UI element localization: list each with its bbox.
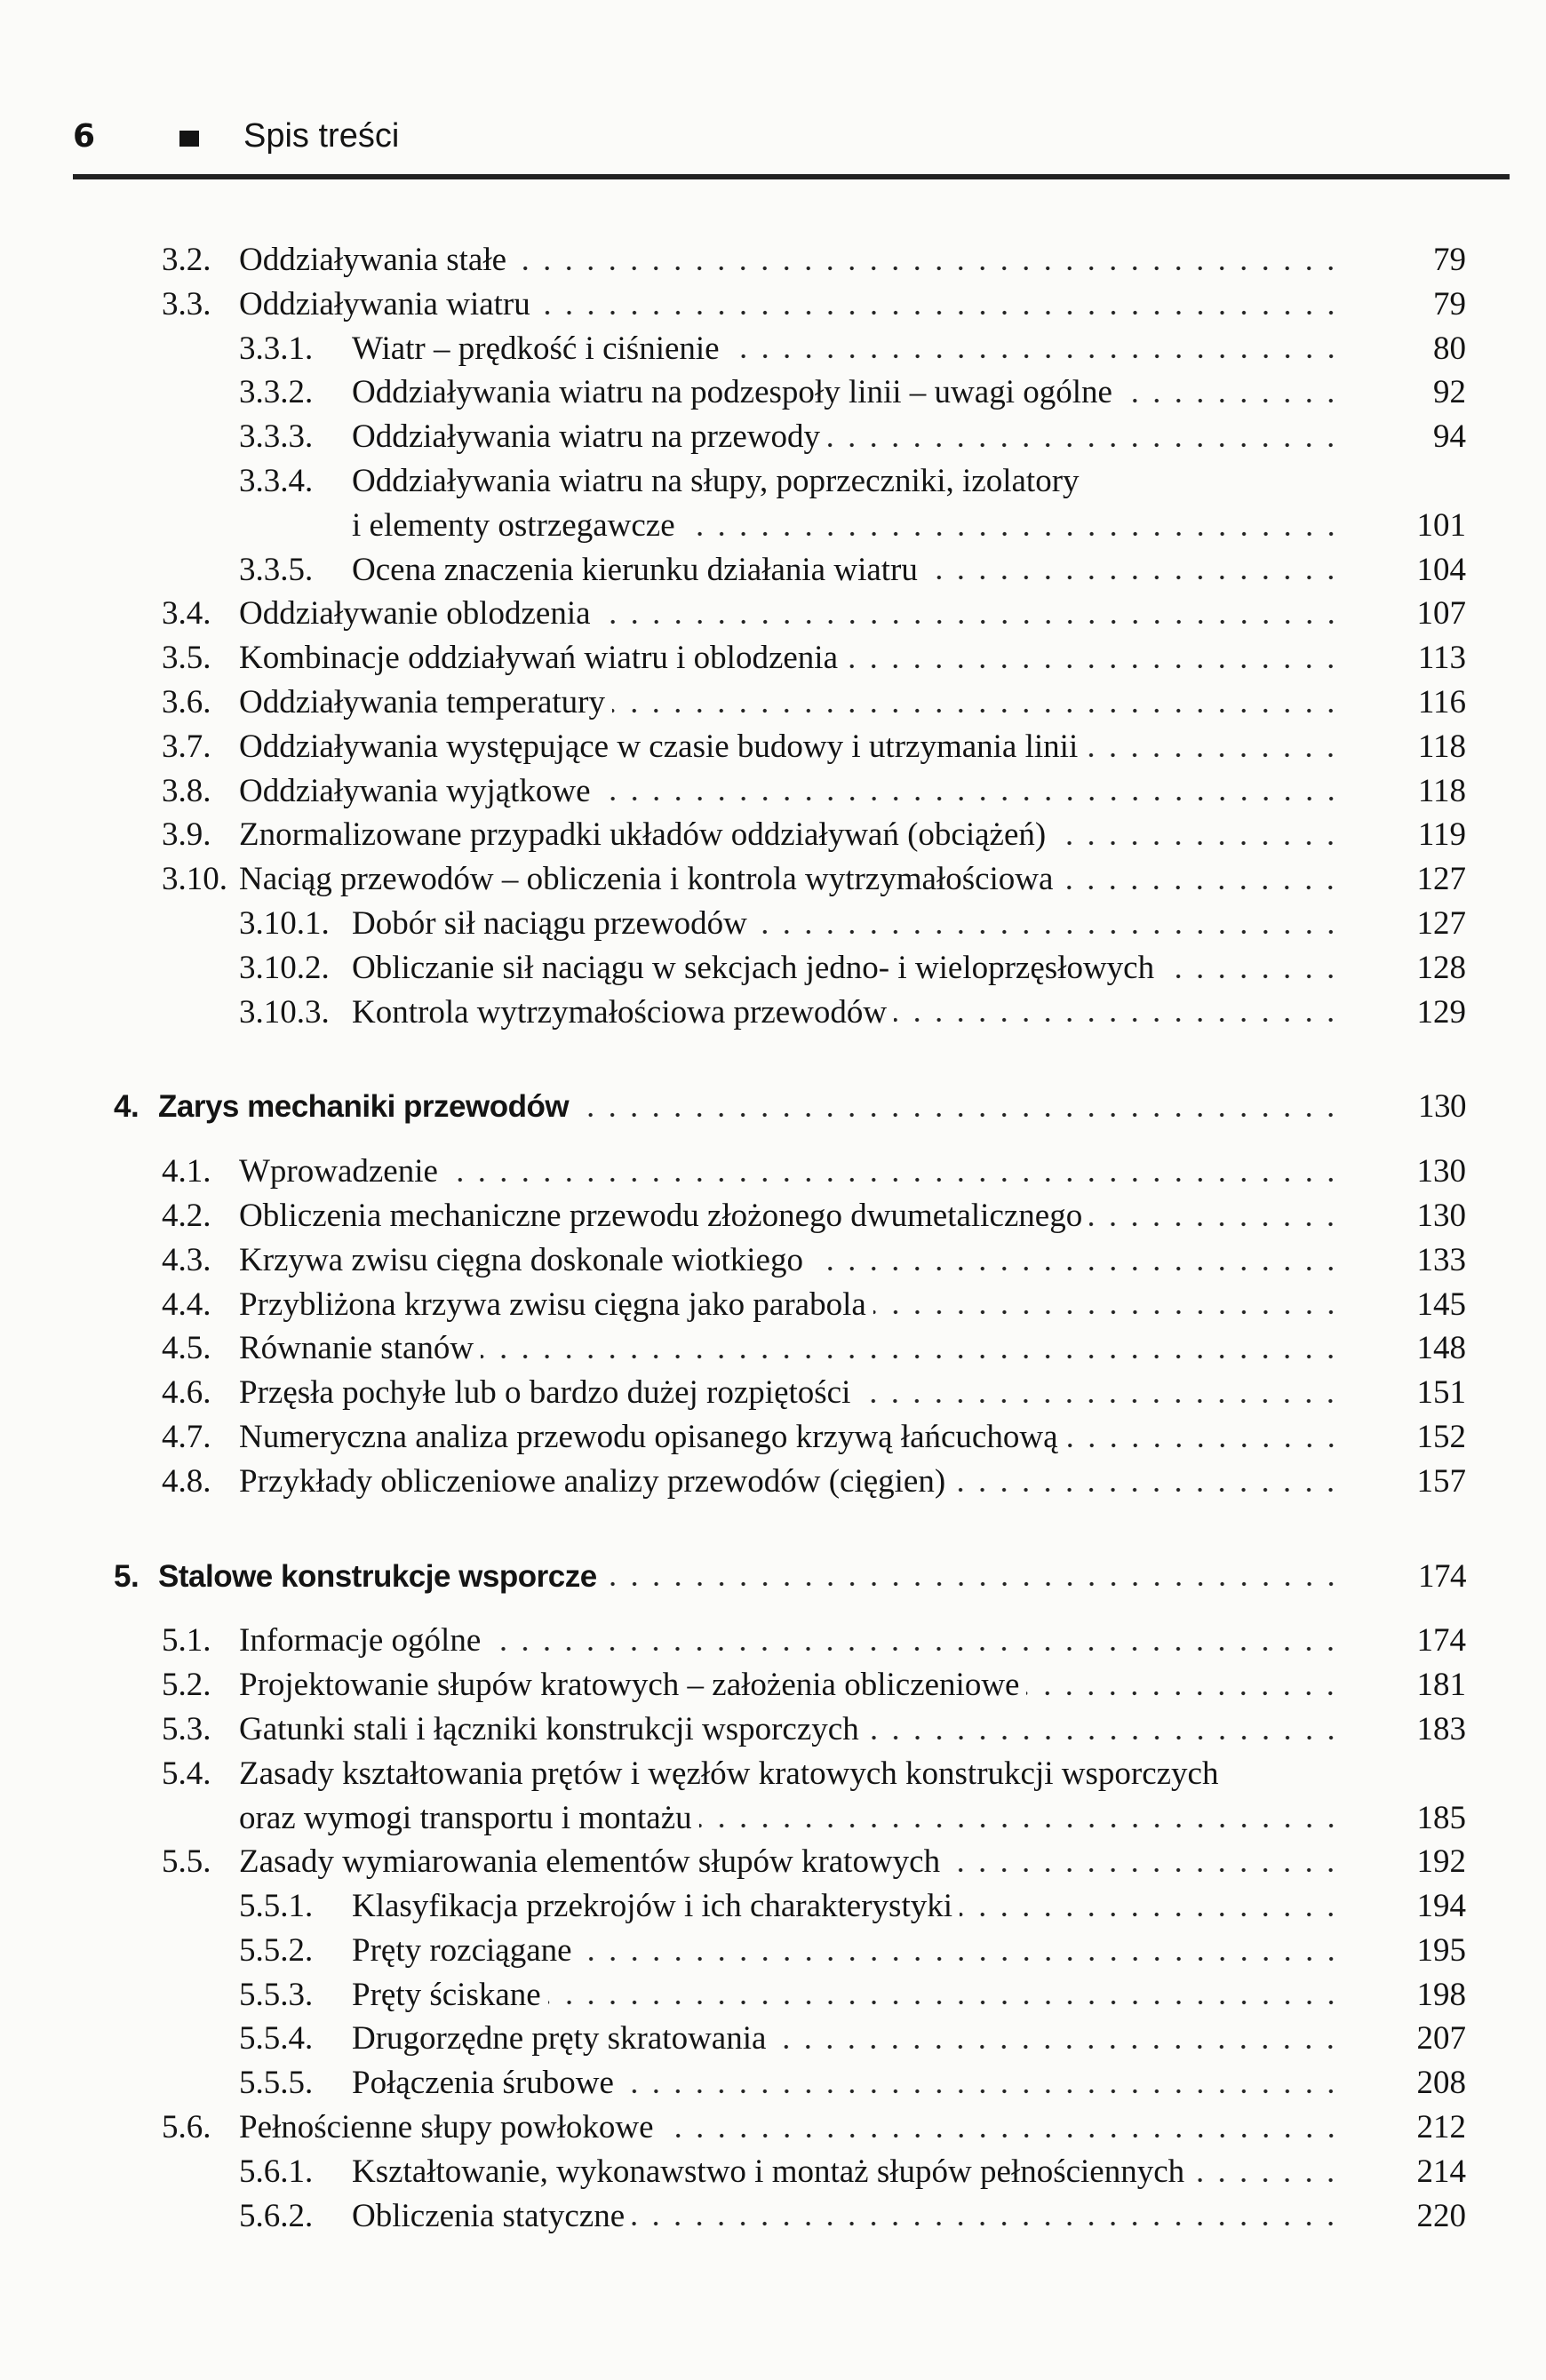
entry-number: 5.6. <box>162 2109 211 2146</box>
entry-title-wrap <box>352 415 1342 459</box>
entry-title: Dobór sił naciągu przewodów <box>352 904 747 942</box>
dot-leader <box>538 283 1342 327</box>
entry-title-wrap <box>239 1194 1342 1238</box>
dot-leader <box>1065 1415 1343 1460</box>
page-title: Spis treści <box>243 116 400 155</box>
toc-entry <box>0 946 1546 991</box>
toc-entry <box>0 1973 1546 2018</box>
toc-entry <box>0 681 1546 725</box>
dot-leader <box>1191 2150 1342 2194</box>
entry-title-wrap <box>239 1840 1342 1884</box>
dot-leader <box>598 769 1342 814</box>
entry-title: Oddziaływania temperatury <box>239 683 605 720</box>
entry-title-continuation: oraz wymogi transportu i montażu <box>239 1799 692 1836</box>
entry-title-wrap <box>352 1973 1342 2018</box>
chapter-title-wrap <box>158 1555 1342 1599</box>
dot-leader <box>598 592 1342 636</box>
dot-leader <box>873 1283 1342 1327</box>
page-ref: 148 <box>1416 1330 1466 1367</box>
toc-entry <box>0 592 1546 636</box>
entry-title: Przęsła pochyłe lub o bardzo dużej rozpiętości <box>239 1374 851 1412</box>
toc-chapter-heading <box>0 1555 1546 1599</box>
toc-entry <box>0 2061 1546 2105</box>
toc-entry <box>0 1663 1546 1707</box>
entry-number: 5.1. <box>162 1622 211 1660</box>
dot-leader <box>1120 370 1342 415</box>
toc-entry <box>0 991 1546 1035</box>
entry-title-wrap <box>239 1371 1342 1415</box>
toc-entry <box>0 1707 1546 1752</box>
entry-number: 3.5. <box>162 640 211 677</box>
page-ref: 157 <box>1416 1462 1466 1500</box>
entry-title-wrap <box>239 681 1342 725</box>
entry-title-wrap <box>352 1929 1342 1973</box>
entry-title: Projektowanie słupów kratowych – założenia obliczeniowe <box>239 1667 1020 1704</box>
chapter-title-wrap <box>158 1085 1342 1129</box>
dot-leader <box>894 991 1342 1035</box>
entry-number: 5.3. <box>162 1710 211 1747</box>
page-ref: 183 <box>1416 1710 1466 1747</box>
page-ref: 192 <box>1416 1843 1466 1881</box>
dot-leader <box>857 1371 1342 1415</box>
entry-title: Przybliżona krzywa zwisu cięgna jako parabola <box>239 1286 866 1323</box>
page-ref: 208 <box>1416 2065 1466 2102</box>
entry-title-wrap <box>239 1326 1342 1371</box>
entry-title: Wiatr – prędkość i ciśnienie <box>352 330 720 367</box>
entry-title: Gatunki stali i łączniki konstrukcji wsporczych <box>239 1710 859 1747</box>
entry-title-wrap <box>239 1150 1342 1194</box>
entry-title: Oddziaływania występujące w czasie budowy i utrzymania linii <box>239 728 1079 765</box>
entry-title-wrap <box>352 327 1342 371</box>
toc-entry <box>0 636 1546 681</box>
entry-title: Krzywa zwisu cięgna doskonale wiotkiego <box>239 1241 803 1278</box>
entry-title-wrap <box>352 2194 1342 2239</box>
toc-entry <box>0 1460 1546 1504</box>
entry-title-wrap <box>239 1707 1342 1752</box>
entry-title-wrap <box>239 636 1342 681</box>
entry-number: 5.5. <box>162 1843 211 1881</box>
header-rule <box>73 174 1510 179</box>
dot-leader <box>952 1460 1342 1504</box>
dot-leader <box>514 238 1342 283</box>
page-ref: 113 <box>1417 640 1466 677</box>
dot-leader <box>754 902 1342 946</box>
entry-number: 5.5.5. <box>239 2065 314 2102</box>
toc-entry-continuation <box>0 1796 1546 1841</box>
entry-number: 3.8. <box>162 772 211 809</box>
toc-entry <box>0 1238 1546 1283</box>
page-ref: 118 <box>1417 728 1466 765</box>
dot-leader <box>632 2194 1342 2239</box>
dot-leader <box>1089 1194 1342 1238</box>
page-ref: 116 <box>1417 683 1466 720</box>
toc-chapter-heading <box>0 1085 1546 1129</box>
dot-leader <box>827 415 1342 459</box>
page-ref: 127 <box>1416 861 1466 898</box>
entry-title: Informacje ogólne <box>239 1622 482 1660</box>
entry-title-wrap <box>239 1238 1342 1283</box>
toc-entry <box>0 2194 1546 2239</box>
page-ref: 80 <box>1433 330 1466 367</box>
toc-entry <box>0 2017 1546 2061</box>
entry-title-wrap <box>239 238 1342 283</box>
page-ref: 152 <box>1416 1418 1466 1455</box>
page-ref: 92 <box>1433 374 1466 411</box>
page-ref: 174 <box>1416 1622 1466 1660</box>
entry-title-wrap <box>239 1415 1342 1460</box>
entry-title: Drugorzędne pręty skratowania <box>352 2020 767 2058</box>
entry-number: 5.5.1. <box>239 1888 314 1925</box>
entry-title-wrap <box>239 1663 1342 1707</box>
entry-title-wrap <box>352 1884 1342 1929</box>
dot-leader <box>773 2017 1342 2061</box>
entry-title-wrap <box>352 991 1342 1035</box>
chapter-number: 4. <box>114 1089 139 1125</box>
entry-number: 3.7. <box>162 728 211 765</box>
entry-title: Wprowadzenie <box>239 1153 438 1190</box>
dot-leader <box>604 1555 1342 1599</box>
dot-leader <box>682 504 1342 548</box>
page-ref: 198 <box>1416 1976 1466 2013</box>
chapter-title: Zarys mechaniki przewodów <box>158 1089 570 1125</box>
entry-title-wrap <box>239 857 1342 902</box>
entry-number: 3.3. <box>162 285 211 322</box>
dot-leader <box>1060 857 1342 902</box>
dot-leader <box>548 1973 1342 2018</box>
page-ref: 101 <box>1416 506 1466 544</box>
chapter-title: Stalowe konstrukcje wsporcze <box>158 1558 597 1594</box>
dot-leader <box>947 1840 1342 1884</box>
entry-number: 5.2. <box>162 1667 211 1704</box>
toc-entry <box>0 238 1546 283</box>
dot-leader <box>1085 725 1342 769</box>
entry-number: 5.5.3. <box>239 1976 314 2013</box>
toc-entry <box>0 283 1546 327</box>
page-ref: 130 <box>1416 1153 1466 1190</box>
toc-entry <box>0 415 1546 459</box>
toc-entry <box>0 459 1546 504</box>
dot-leader <box>576 1085 1342 1129</box>
entry-number: 3.10.2. <box>239 949 330 986</box>
dot-leader <box>488 1619 1342 1663</box>
page-ref: 181 <box>1416 1667 1466 1704</box>
entry-title: Pręty ściskane <box>352 1976 541 2013</box>
entry-title-wrap <box>352 370 1342 415</box>
entry-number: 4.6. <box>162 1374 211 1412</box>
entry-title: Obliczanie sił naciągu w sekcjach jedno- i wieloprzęsłowych <box>352 949 1155 986</box>
entry-number: 3.6. <box>162 683 211 720</box>
entry-number: 5.6.1. <box>239 2153 314 2190</box>
page-ref: 130 <box>1418 1088 1466 1126</box>
entry-title-wrap <box>239 1619 1342 1663</box>
entry-title: Klasyfikacja przekrojów i ich charakterystyki <box>352 1888 953 1925</box>
page-ref: 79 <box>1433 285 1466 322</box>
entry-number: 4.4. <box>162 1286 211 1323</box>
entry-title: Oddziaływania wiatru na przewody <box>352 418 821 456</box>
dot-leader <box>612 681 1342 725</box>
toc-entry <box>0 1150 1546 1194</box>
entry-title-continuation: i elementy ostrzegawcze <box>352 506 675 544</box>
chapter-number: 5. <box>114 1558 139 1594</box>
page-ref: 79 <box>1433 242 1466 278</box>
entry-number: 4.8. <box>162 1462 211 1500</box>
dot-leader <box>579 1929 1342 1973</box>
entry-title: Znormalizowane przypadki układów oddziaływań (obciążeń) <box>239 816 1047 854</box>
dot-leader <box>866 1707 1342 1752</box>
page-ref: 127 <box>1416 904 1466 942</box>
entry-number: 5.5.4. <box>239 2020 314 2058</box>
dot-leader <box>925 548 1342 593</box>
toc-entry <box>0 725 1546 769</box>
toc-entry <box>0 902 1546 946</box>
entry-number: 3.10.3. <box>239 993 330 1031</box>
entry-title-wrap <box>352 2017 1342 2061</box>
entry-number: 3.10.1. <box>239 904 330 942</box>
page-ref: 94 <box>1433 418 1466 456</box>
toc-entry <box>0 1283 1546 1327</box>
entry-title-wrap <box>239 2105 1342 2150</box>
dot-leader <box>621 2061 1342 2105</box>
entry-title: Oddziaływania wiatru na podzespoły linii – uwagi ogólne <box>352 374 1112 411</box>
page-ref: 220 <box>1416 2197 1466 2234</box>
page-ref: 151 <box>1416 1374 1466 1412</box>
running-header <box>73 114 399 158</box>
page-ref: 104 <box>1416 551 1466 588</box>
entry-title-wrap <box>352 946 1342 991</box>
page-ref: 194 <box>1416 1888 1466 1925</box>
page-ref: 119 <box>1417 816 1466 854</box>
entry-title-wrap <box>239 725 1342 769</box>
entry-number: 4.7. <box>162 1418 211 1455</box>
entry-number: 3.3.3. <box>239 418 314 456</box>
page-ref: 133 <box>1416 1241 1466 1278</box>
page-ref: 214 <box>1416 2153 1466 2190</box>
dot-leader <box>810 1238 1342 1283</box>
entry-title-wrap <box>239 813 1342 857</box>
toc-entry <box>0 1929 1546 1973</box>
toc-entry <box>0 857 1546 902</box>
dot-leader <box>445 1150 1342 1194</box>
entry-number: 5.5.2. <box>239 1931 314 1969</box>
page-ref: 185 <box>1416 1799 1466 1836</box>
entry-title-wrap <box>239 1752 1342 1796</box>
toc-entry-continuation <box>0 504 1546 548</box>
entry-title: Kombinacje oddziaływań wiatru i oblodzenia <box>239 640 839 677</box>
entry-title: Oddziaływania wiatru <box>239 285 530 322</box>
dot-leader <box>727 327 1342 371</box>
entry-title: Oddziaływania wiatru na słupy, poprzeczniki, izolatory <box>352 462 1080 499</box>
entry-title-wrap <box>239 1460 1342 1504</box>
entry-title: Zasady kształtowania prętów i węzłów kratowych konstrukcji wsporczych <box>239 1755 1219 1792</box>
entry-title: Oddziaływania wyjątkowe <box>239 772 591 809</box>
toc-entry <box>0 1194 1546 1238</box>
toc-entry <box>0 2150 1546 2194</box>
entry-title: Kształtowanie, wykonawstwo i montaż słupów pełnościennych <box>352 2153 1185 2190</box>
dot-leader <box>699 1796 1342 1841</box>
page-ref: 145 <box>1416 1286 1466 1323</box>
dot-leader <box>1053 813 1342 857</box>
entry-number: 3.4. <box>162 595 211 633</box>
entry-title: Kontrola wytrzymałościowa przewodów <box>352 993 888 1031</box>
table-of-contents <box>0 238 1546 2238</box>
entry-number: 4.2. <box>162 1197 211 1234</box>
toc-entry <box>0 370 1546 415</box>
page-ref: 174 <box>1418 1557 1466 1595</box>
entry-title-wrap <box>352 2061 1342 2105</box>
page-ref: 195 <box>1416 1931 1466 1969</box>
entry-title-wrap <box>239 1283 1342 1327</box>
toc-entry <box>0 1326 1546 1371</box>
entry-number: 5.4. <box>162 1755 211 1792</box>
toc-entry <box>0 548 1546 593</box>
dot-leader <box>1161 946 1342 991</box>
page-ref: 207 <box>1416 2020 1466 2058</box>
entry-title: Pręty rozciągane <box>352 1931 572 1969</box>
entry-title-wrap <box>239 283 1342 327</box>
entry-title-wrap <box>352 548 1342 593</box>
entry-number: 3.2. <box>162 242 211 278</box>
dot-leader <box>960 1884 1342 1929</box>
entry-title-wrap <box>352 2150 1342 2194</box>
entry-title: Oddziaływanie oblodzenia <box>239 595 591 633</box>
page-ref: 212 <box>1416 2109 1466 2146</box>
entry-title: Pełnościenne słupy powłokowe <box>239 2109 654 2146</box>
entry-title-wrap <box>352 459 1342 504</box>
toc-entry <box>0 1415 1546 1460</box>
page-ref: 128 <box>1416 949 1466 986</box>
entry-title-wrap <box>239 592 1342 636</box>
toc-entry <box>0 769 1546 814</box>
entry-title: Naciąg przewodów – obliczenia i kontrola wytrzymałościowa <box>239 861 1054 898</box>
dot-leader <box>481 1326 1342 1371</box>
entry-title: Obliczenia mechaniczne przewodu złożonego dwumetalicznego <box>239 1197 1083 1234</box>
entry-title-wrap <box>352 504 1342 548</box>
entry-number: 3.9. <box>162 816 211 854</box>
entry-number: 4.5. <box>162 1330 211 1367</box>
entry-number: 3.3.2. <box>239 374 314 411</box>
toc-entry <box>0 1752 1546 1796</box>
entry-number: 5.6.2. <box>239 2197 314 2234</box>
entry-number: 3.3.1. <box>239 330 314 367</box>
page-ref: 118 <box>1417 772 1466 809</box>
page-ref: 130 <box>1416 1197 1466 1234</box>
entry-number: 3.10. <box>162 861 227 898</box>
entry-title: Ocena znaczenia kierunku działania wiatru <box>352 551 918 588</box>
dot-leader <box>1026 1663 1342 1707</box>
toc-entry <box>0 813 1546 857</box>
toc-entry <box>0 1619 1546 1663</box>
entry-title: Obliczenia statyczne <box>352 2197 626 2234</box>
page-number: 6 <box>73 117 96 155</box>
dot-leader <box>661 2105 1342 2150</box>
entry-title: Oddziaływania stałe <box>239 242 507 278</box>
entry-number: 4.3. <box>162 1241 211 1278</box>
square-bullet-icon <box>179 131 199 147</box>
entry-title: Równanie stanów <box>239 1330 474 1367</box>
entry-number: 4.1. <box>162 1153 211 1190</box>
toc-entry <box>0 1840 1546 1884</box>
entry-title-wrap <box>239 769 1342 814</box>
entry-title-wrap <box>352 902 1342 946</box>
entry-title: Zasady wymiarowania elementów słupów kratowych <box>239 1843 941 1881</box>
entry-title: Numeryczna analiza przewodu opisanego krzywą łańcuchową <box>239 1418 1058 1455</box>
toc-entry <box>0 327 1546 371</box>
entry-title-wrap <box>239 1796 1342 1841</box>
toc-entry <box>0 1884 1546 1929</box>
dot-leader <box>845 636 1342 681</box>
toc-entry <box>0 1371 1546 1415</box>
page-ref: 107 <box>1416 595 1466 633</box>
entry-title: Połączenia śrubowe <box>352 2065 614 2102</box>
entry-number: 3.3.4. <box>239 462 314 499</box>
page-ref: 129 <box>1416 993 1466 1031</box>
toc-entry <box>0 2105 1546 2150</box>
entry-number: 3.3.5. <box>239 551 314 588</box>
entry-title: Przykłady obliczeniowe analizy przewodów (cięgien) <box>239 1462 946 1500</box>
